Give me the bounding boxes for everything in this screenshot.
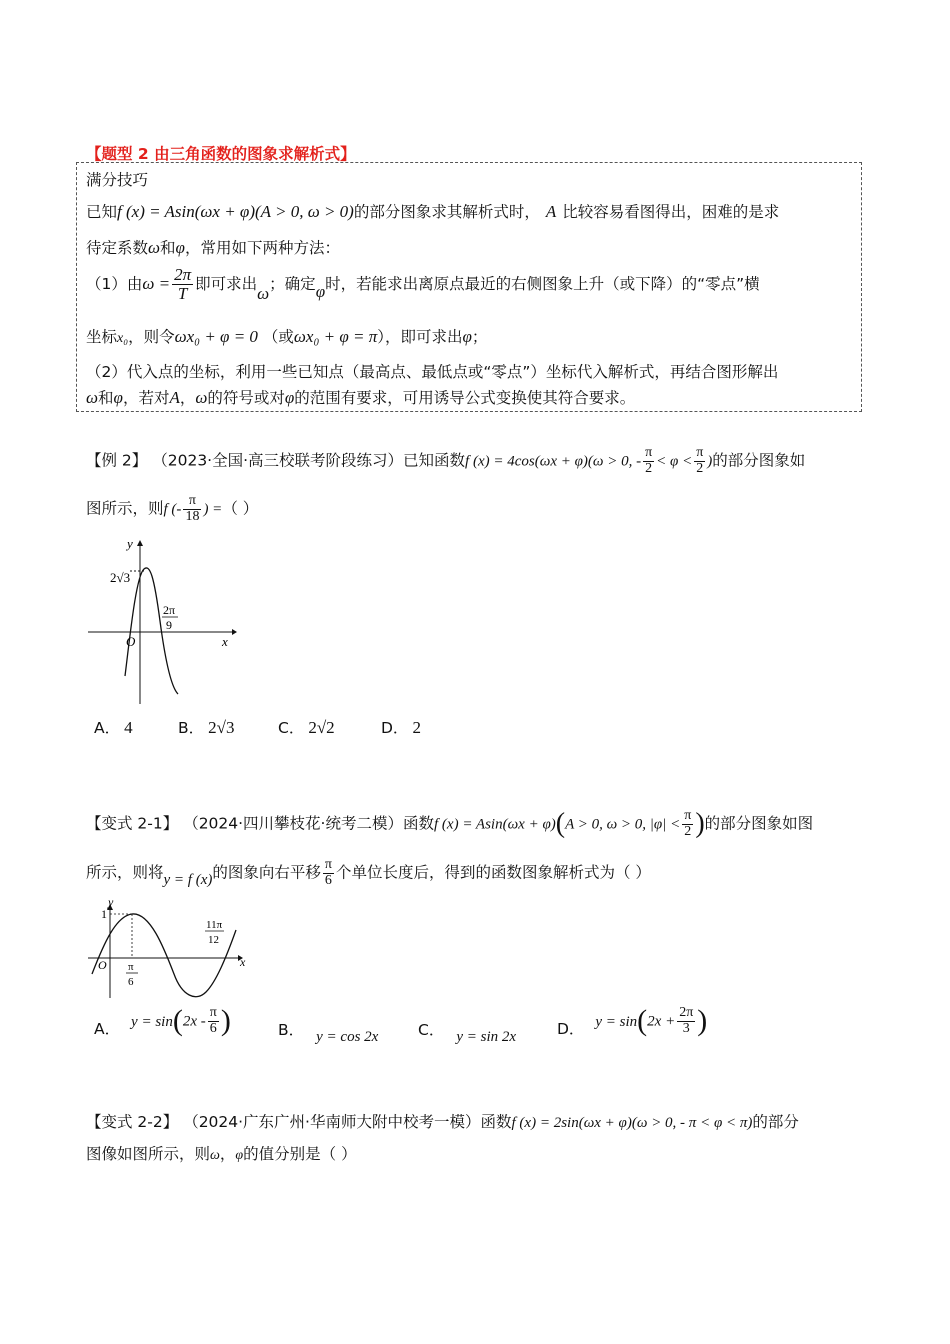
max-label: 1 <box>101 907 107 921</box>
example-2-line-1: 【例 2】 （2023·全国·高三校联考阶段练习）已知函数f (x) = 4cos(ωx + φ)(ω > 0, - $\frac{\pi}{2}$ < φ < $\frac{\pi}{2}$ )的部分图象如 <box>86 445 806 476</box>
variant-option-c[interactable]: C． y = sin 2x <box>418 1021 517 1045</box>
x-axis-arrow <box>232 629 237 635</box>
option-b[interactable]: B． 2√3 <box>178 718 235 737</box>
peak-label: 2√3 <box>110 570 131 585</box>
tips-title: 满分技巧 <box>86 171 149 189</box>
variant-2-2-line-2: 图像如图所示，则ω，φ的值分别是（ ） <box>86 1145 357 1163</box>
example-2-graph <box>84 536 244 706</box>
pi6-den: 6 <box>128 976 134 988</box>
tips-line-6: ω和φ，若对A，ω的符号或对φ的范围有要求，可用诱导公式变换使其符合要求。 <box>86 388 636 407</box>
variant-option-d[interactable]: D． y = sin(2x + $\frac{2\pi}{3}$ ) <box>557 1004 708 1038</box>
zero-den: 12 <box>208 934 219 946</box>
origin-label: O <box>98 958 107 972</box>
x-label: x <box>222 634 228 649</box>
option-a[interactable]: A． 4 <box>94 718 133 737</box>
section-heading: 【题型 2 由三角函数的图象求解析式】 <box>86 145 356 163</box>
zero-label-num: 2π <box>163 603 176 617</box>
period-fraction: $\frac{2\pi}{T}$ <box>174 265 192 303</box>
x-label: x <box>240 955 246 969</box>
y-label: y <box>108 898 114 909</box>
variant-2-2-line-1: 【变式 2-2】 （2024·广东广州·华南师大附中校考一模）函数f (x) = 2sin(ωx + φ)(ω > 0, - π < φ < π)的部分 <box>86 1113 799 1131</box>
variant-2-1-graph <box>86 898 252 1000</box>
variant-option-a[interactable]: A． y = sin(2x - $\frac{\pi}{6}$ ) <box>94 1004 231 1038</box>
option-d[interactable]: D． 2 <box>381 718 421 737</box>
formula-general: f (x) = Asin(ωx + φ)(A > 0, ω > 0) <box>117 202 354 221</box>
y-label: y <box>127 536 133 551</box>
variant-2-1-line-2: 所示，则将y = f (x)的图象向右平移 $\frac{\pi}{6}$ 个单位长度后，得到的函数图象解析式为（ ） <box>86 857 651 888</box>
y-axis-arrow <box>137 540 143 546</box>
pi6-num: π <box>128 961 134 973</box>
variant-label: 【变式 2-2】 <box>86 1113 179 1131</box>
tips-line-4: 坐标x₀，则令ωx₀ + φ = 0 （或ωx₀ + φ = π），即可求出φ； <box>86 327 488 346</box>
tips-line-3: （1）由ω = $\frac{2\pi}{T}$ 即可求出ω；确定φ时，若能求出离原点最近的右侧图象上升（或下降）的“零点”横 <box>86 265 760 303</box>
origin-label: O <box>126 634 136 649</box>
example-label: 【例 2】 <box>86 451 148 470</box>
tips-line-2: 待定系数ω和φ，常用如下两种方法： <box>86 238 340 257</box>
zero-label-den: 9 <box>166 618 172 632</box>
tips-line-1: 已知f (x) = Asin(ωx + φ)(A > 0, ω > 0)的部分图象求其解析式时， A 比较容易看图得出，困难的是求 <box>86 202 780 221</box>
example-2-line-2: 图所示，则f (- $\frac{\pi}{18}$ ) =（ ） <box>86 493 259 524</box>
option-c[interactable]: C． 2√2 <box>278 718 335 737</box>
variant-label: 【变式 2-1】 <box>86 814 179 833</box>
zero-num: 11π <box>206 919 223 931</box>
tips-line-5: （2）代入点的坐标，利用一些已知点（最高点、最低点或“零点”）坐标代入解析式，再结合图形解出 <box>86 363 779 381</box>
variant-option-b[interactable]: B． y = cos 2x <box>278 1021 379 1045</box>
variant-2-1-line-1: 【变式 2-1】 （2024·四川攀枝花·统考二模）函数f (x) = Asin(ωx + φ)(A > 0, ω > 0, |φ| < $\frac{\pi}{2}$ )的部分图象如图 <box>86 807 814 839</box>
